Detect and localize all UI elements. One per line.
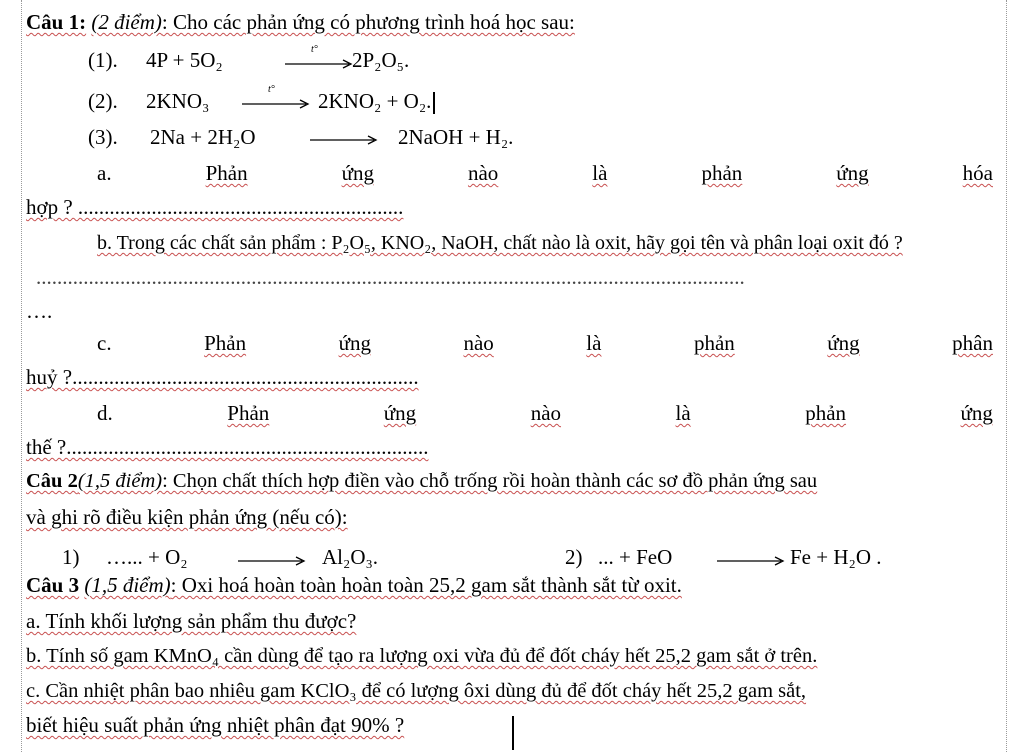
q2-eq2-rhs: Fe + H₂O .	[790, 545, 882, 569]
word: ứng	[341, 161, 374, 185]
reaction-1	[88, 47, 118, 73]
q2-heading	[26, 468, 817, 494]
reaction-3-lhs: 2Na + 2H₂O	[150, 125, 256, 149]
q1-points: (2 điểm)	[91, 10, 162, 34]
q1-label: Câu 1:	[26, 10, 87, 34]
q2-eq2-lhs: ... + FeO	[598, 545, 673, 569]
reaction-2-rhs: 2KNO₂ + O₂.	[318, 88, 435, 114]
reaction-2-arrow	[240, 84, 312, 114]
arrow-icon	[240, 94, 312, 114]
q2-eq2-arrow	[715, 551, 787, 571]
word: c.	[97, 331, 112, 355]
q2-heading-text: : Chọn chất thích hợp điền vào chỗ trống rồi hoàn thành các sơ đồ phản ứng sau	[162, 470, 818, 492]
word: nào	[530, 401, 562, 425]
word: Phản	[227, 401, 270, 425]
q3-part-c: c. Cần nhiệt phân bao nhiêu gam KClO₃ để có lượng ôxi dùng đủ để đốt cháy hết 25,2 gam sắt,	[26, 680, 807, 702]
arrow-icon	[283, 54, 355, 74]
word: phản	[701, 161, 743, 185]
q3-part-c-line2: biết hiệu suất phản ứng nhiệt phân đạt 90% ?	[26, 713, 405, 737]
reaction-1-arrow	[283, 44, 355, 74]
q3-label: Câu 3	[26, 573, 80, 597]
word: hóa	[962, 161, 993, 185]
q2-eq1-rhs: Al₂O₃.	[322, 545, 379, 569]
word: ứng	[827, 331, 860, 355]
word: là	[592, 161, 608, 185]
word: d.	[97, 401, 113, 425]
q3-heading-text: : Oxi hoá hoàn toàn hoàn toàn 25,2 gam sắt thành sắt từ oxit.	[170, 573, 682, 597]
reaction-1-condition: t°	[311, 44, 318, 55]
word: a.	[97, 161, 112, 185]
q2-eq1-arrow	[236, 551, 308, 571]
reaction-2-condition: t°	[268, 84, 275, 95]
q2-eq2-num: 2)	[565, 545, 583, 569]
reaction-1-lhs: 4P + 5O₂	[146, 48, 223, 72]
reaction-3-num: (3).	[88, 125, 118, 149]
arrow-icon	[236, 551, 308, 571]
word: Phản	[205, 161, 248, 185]
reaction-3-arrow	[308, 130, 380, 150]
q1-part-a-answer: hợp ? ..............................................................	[26, 195, 404, 219]
arrow-icon	[308, 130, 380, 150]
word: là	[586, 331, 602, 355]
word: ứng	[960, 401, 993, 425]
word: nào	[467, 161, 499, 185]
text-cursor	[512, 716, 514, 750]
q1-part-b-answer-2: ….	[26, 299, 53, 323]
q3-part-a: a. Tính khối lượng sản phẩm thu được?	[26, 609, 357, 633]
q2-eq1-num: 1)	[62, 545, 80, 569]
word: Phản	[204, 331, 247, 355]
q1-part-c	[97, 330, 993, 356]
q2-heading-line2: và ghi rõ điều kiện phản ứng (nếu có):	[26, 505, 348, 529]
q2-points: (1,5 điểm)	[77, 470, 163, 492]
q3-heading	[26, 572, 682, 598]
word: phản	[693, 331, 735, 355]
q3-part-b: b. Tính số gam KMnO₄ cần dùng để tạo ra lượng oxi vừa đủ để đốt cháy hết 25,2 gam sắt ở trên.	[26, 645, 818, 667]
page-margin-left	[21, 0, 22, 752]
q1-part-d	[97, 400, 993, 426]
q2-eq1-lhs: …... + O₂	[106, 545, 188, 569]
q1-part-b-answer: .......................................................................................................................................	[36, 265, 745, 289]
q1-heading	[26, 9, 575, 35]
word: phản	[805, 401, 847, 425]
reaction-2-lhs: 2KNO₃	[146, 89, 210, 113]
q1-heading-text: : Cho các phản ứng có phương trình hoá học sau:	[161, 10, 575, 34]
arrow-icon	[715, 551, 787, 571]
reaction-1-num: (1).	[88, 48, 118, 72]
text-cursor	[433, 92, 435, 114]
word: ứng	[338, 331, 371, 355]
word: phân	[952, 331, 993, 355]
q2-label: Câu 2	[26, 470, 78, 492]
page-margin-right	[1006, 0, 1007, 752]
q1-part-a	[97, 160, 993, 186]
q1-part-b: b. Trong các chất sản phẩm : P₂O₅, KNO₂, NaOH, chất nào là oxit, hãy gọi tên và phân loại oxit đó ?	[97, 232, 903, 254]
word: ứng	[836, 161, 869, 185]
reaction-1-rhs: 2P₂O₅.	[352, 48, 410, 72]
reaction-3-rhs: 2NaOH + H₂.	[398, 125, 514, 149]
reaction-2-num: (2).	[88, 89, 118, 113]
word: là	[675, 401, 691, 425]
word: ứng	[383, 401, 417, 425]
q3-points: (1,5 điểm)	[84, 573, 171, 597]
q1-part-c-answer: huỷ ?..................................................................	[26, 365, 419, 389]
word: nào	[463, 331, 494, 355]
q1-part-d-answer: thế ?.....................................................................	[26, 435, 429, 459]
